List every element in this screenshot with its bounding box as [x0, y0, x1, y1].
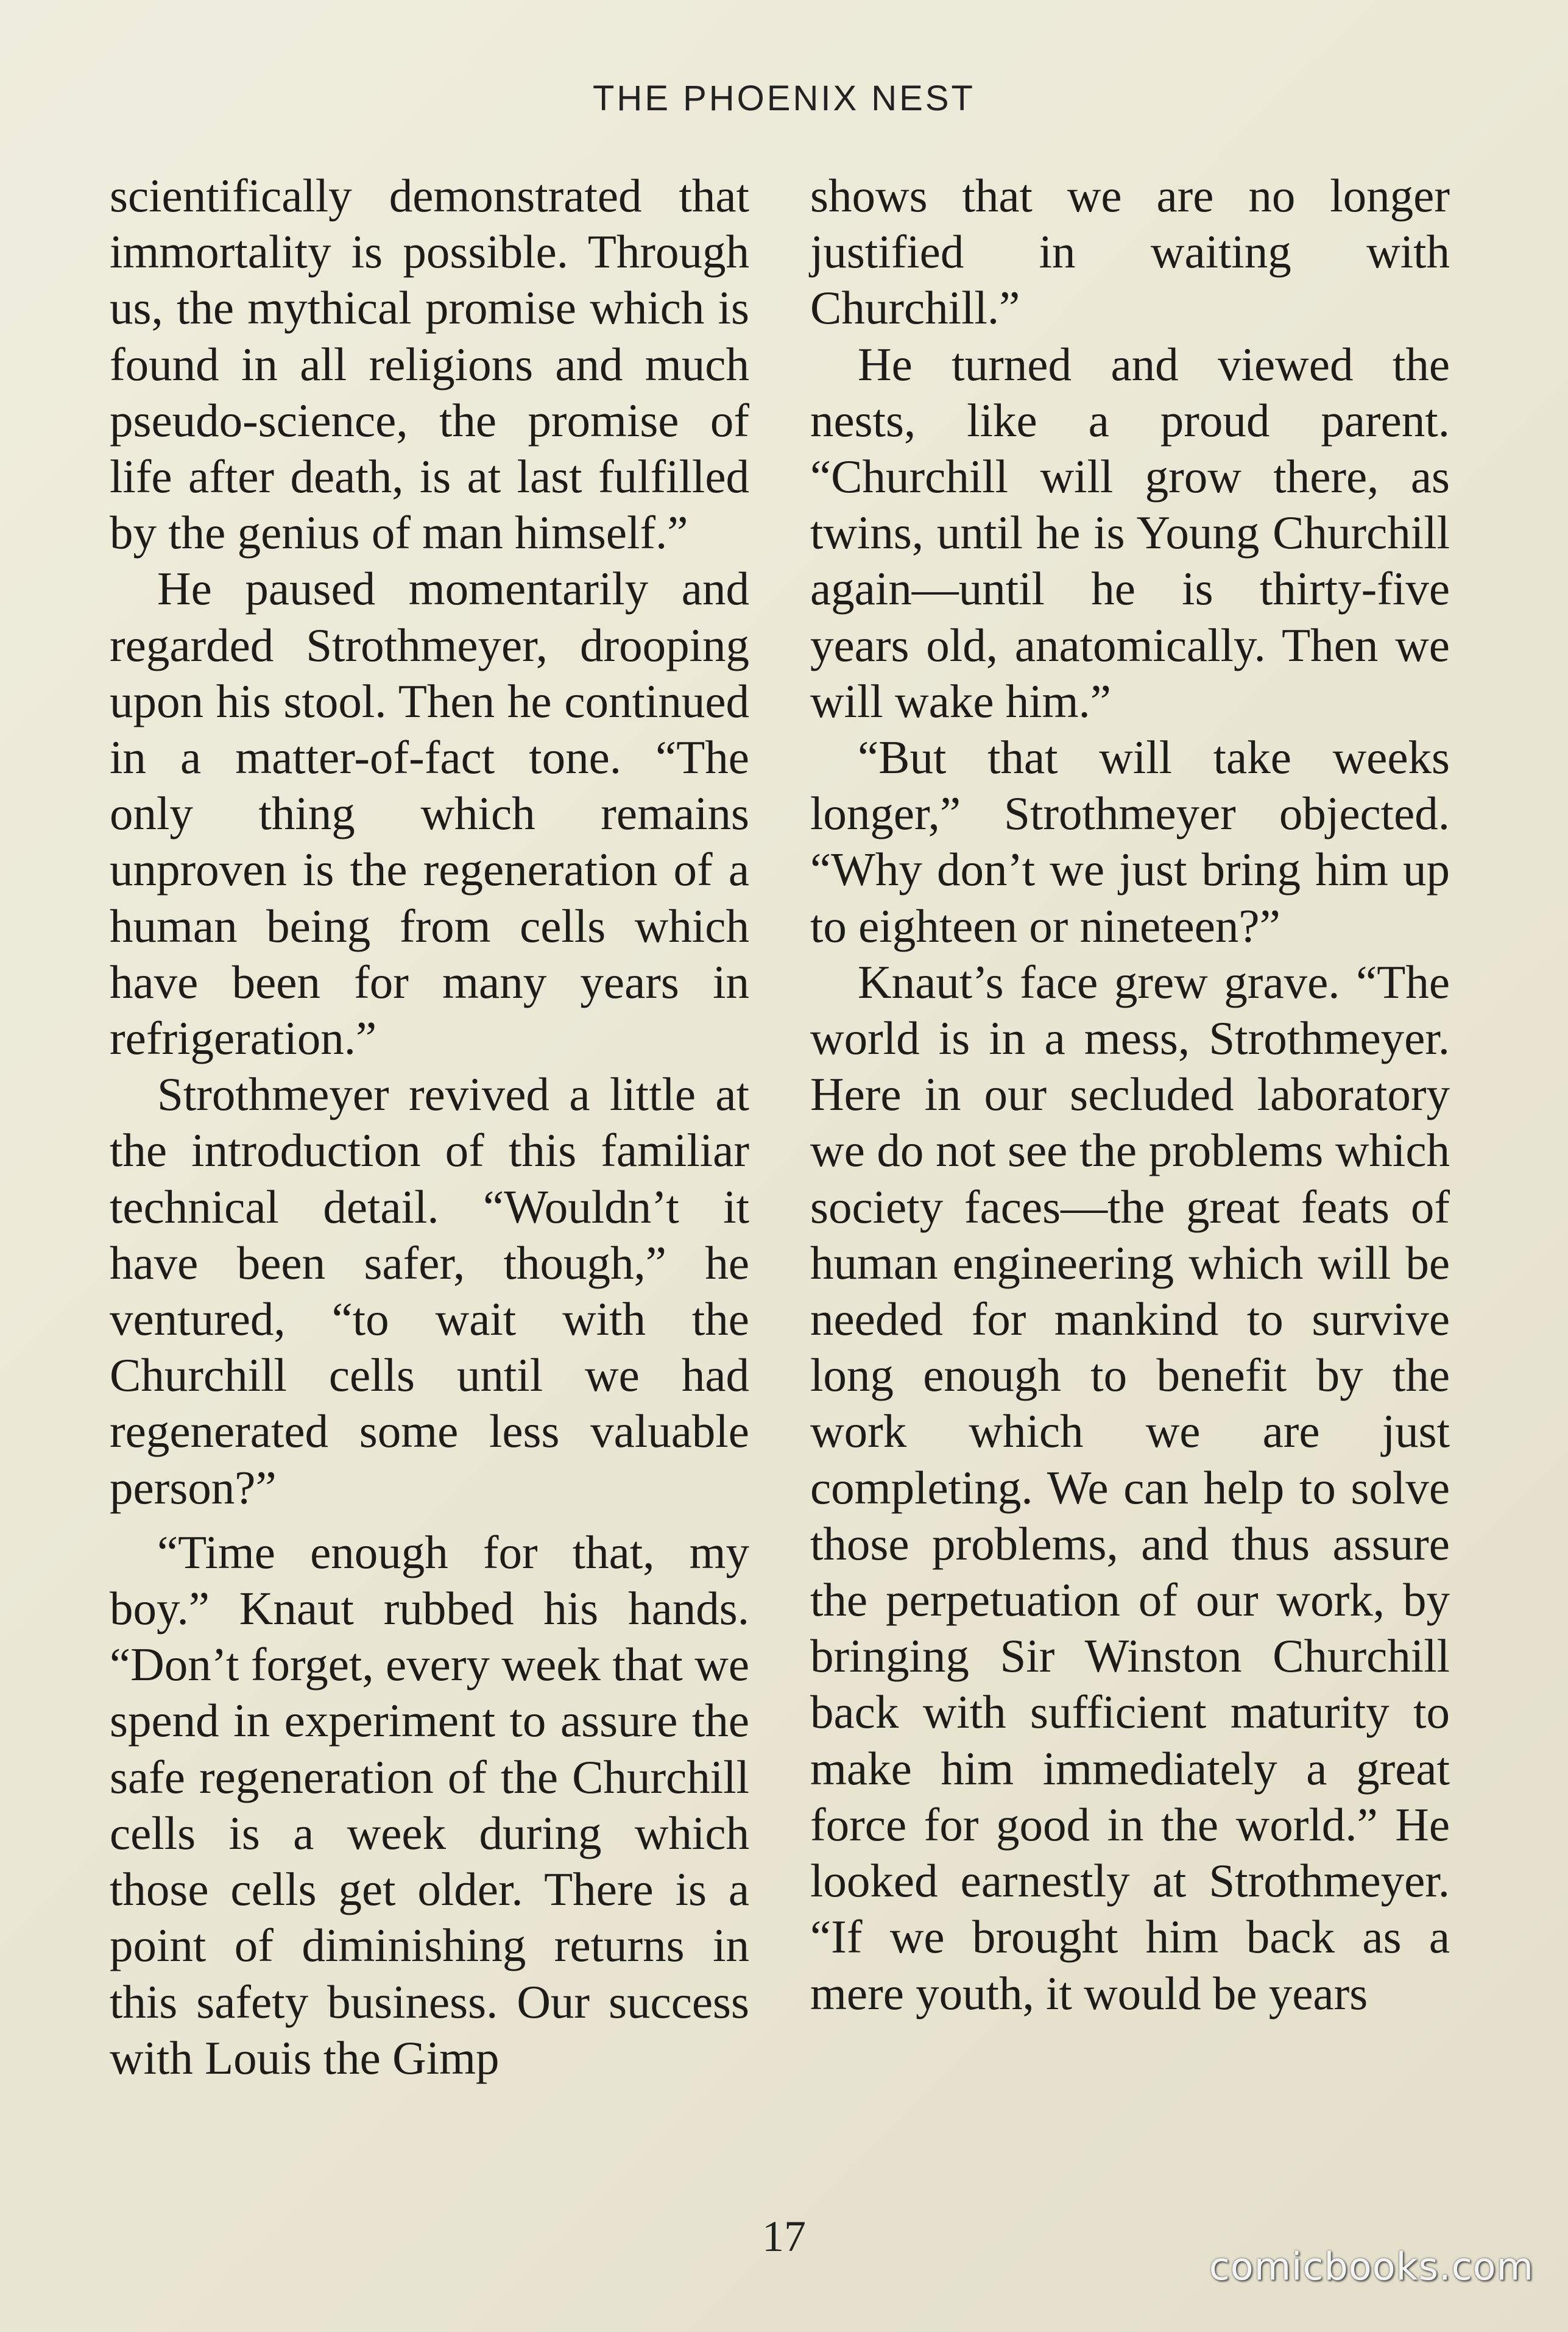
- right-paragraph-3: “But that will take weeks longer,” Strothmeyer objected. “Why don’t we just bring him up to eighteen or nineteen?”: [810, 731, 1450, 952]
- right-paragraph-4: Knaut’s face grew grave. “The world is in a mess, Strothmeyer. Here in our secluded laboratory we do not see the problems which society faces—the great feats of human engineering which will be needed for mankind to survive long enough to benefit by the work which we are just completing. We can help to solve those problems, and thus assure the perpetuation of our work, by bringing Sir Winston Churchill back with sufficient maturity to make him immediately a great force for good in the world.” He looked earnestly at Strothmeyer. “If we brought him back as a mere youth, it would be years: [810, 955, 1450, 2019]
- left-column: [110, 168, 749, 2086]
- left-paragraph-1: scientifically demonstrated that immortality is possible. Through us, the mythical promise which is found in all religions and much pseudo-science, the promise of life after death, is at last fulfilled by the genius of man himself.”: [110, 169, 749, 559]
- left-paragraph-3: Strothmeyer revived a little at the introduction of this familiar technical detail. “Wouldn’t it have been safer, though,” he ventured, “to wait with the Churchill cells until we had regenerated some less valuable person?”: [110, 1068, 749, 1514]
- left-paragraph-2: He paused momentarily and regarded Strothmeyer, drooping upon his stool. Then he continued in a matter-of-fact tone. “The only thing which remains unproven is the regeneration of a human being from cells which have been for many years in refrigeration.”: [110, 562, 749, 1065]
- running-head: THE PHOENIX NEST: [593, 79, 975, 118]
- right-column: [810, 168, 1450, 2021]
- watermark-logo: comicbooks.com: [1209, 2244, 1534, 2289]
- right-paragraph-2: He turned and viewed the nests, like a proud parent. “Churchill will grow there, as twins, until he is Young Churchill again—until he is thirty-five years old, anatomically. Then we will wake him.”: [810, 337, 1450, 727]
- page-number: 17: [762, 2212, 806, 2261]
- right-paragraph-1: shows that we are no longer justified in waiting with Churchill.”: [810, 169, 1450, 334]
- left-paragraph-4: “Time enough for that, my boy.” Knaut rubbed his hands. “Don’t forget, every week that we spend in experiment to assure the safe regeneration of the Churchill cells is a week during which those cells get older. There is a point of diminishing returns in this safety business. Our success with Louis the Gimp: [110, 1525, 749, 2084]
